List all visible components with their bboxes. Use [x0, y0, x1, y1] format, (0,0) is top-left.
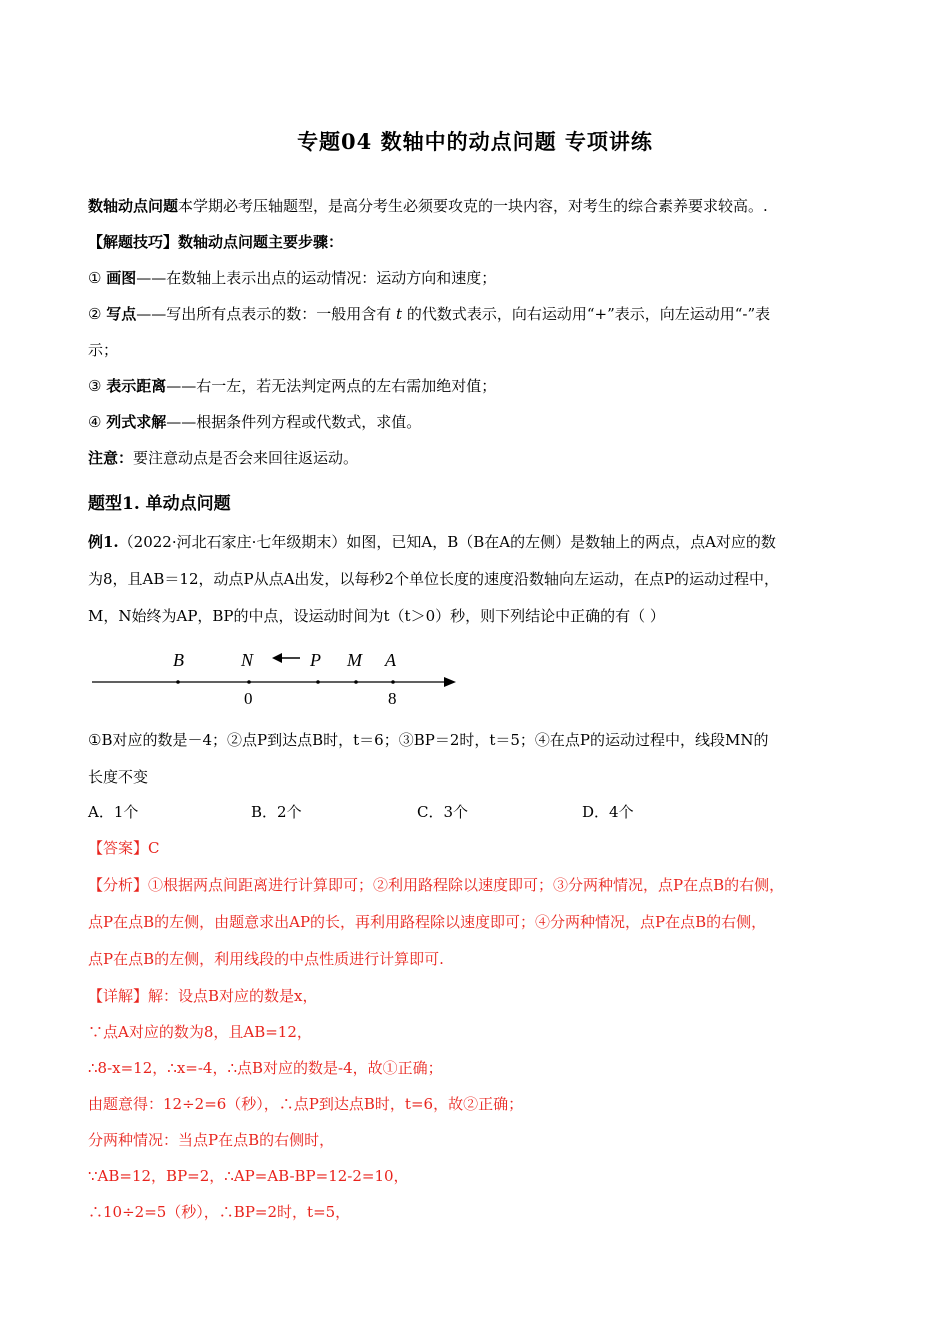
detail-line-2: ∵点A对应的数为8，且AB=12， — [88, 1023, 312, 1041]
step-label: 列式求解 — [106, 413, 167, 431]
example-line-1 — [88, 532, 868, 552]
analysis-line-1: 【分析】①根据两点间距离进行计算即可；②利用路程除以速度即可；③分两种情况，点P在点B的右侧， — [88, 876, 785, 894]
axis-arrow-icon — [444, 677, 456, 687]
step-number: ③ — [88, 377, 102, 395]
move-left-arrow-icon — [272, 653, 282, 663]
analysis-line-3: 点P在点B的左侧，利用线段的中点性质进行计算即可. — [88, 950, 444, 968]
page-title: 专题04 数轴中的动点问题 专项讲练 — [297, 129, 653, 154]
point-p-label: P — [310, 650, 321, 670]
step-text: ——根据条件列方程或代数式，求值。 — [166, 413, 422, 431]
note-label: 注意： — [88, 449, 134, 467]
option-a: A．1个 — [88, 803, 139, 821]
step-text: ——在数轴上表示出点的运动情况：运动方向和速度； — [136, 269, 497, 287]
option-c: C．3个 — [417, 803, 469, 821]
step-text: ——写出所有点表示的数：一般用含有 — [136, 305, 392, 323]
option-d: D．4个 — [582, 803, 634, 821]
detail-line-7: ∴10÷2=5（秒），∴BP=2时，t=5， — [88, 1203, 351, 1221]
intro-lead: 数轴动点问题 — [88, 197, 179, 215]
example-line-3: M，N始终为AP，BP的中点，设运动时间为t（t＞0）秒，则下列结论中正确的有（ ） — [88, 607, 665, 625]
intro-text: 本学期必考压轴题型，是高分考生必须要攻克的一块内容，对考生的综合素养要求较高。. — [178, 197, 768, 215]
option-b: B．2个 — [251, 803, 302, 821]
step-4 — [88, 412, 868, 432]
step-2-wrap: 示； — [88, 341, 119, 359]
step-label: 画图 — [106, 269, 137, 287]
tips-heading: 【解题技巧】数轴动点问题主要步骤： — [88, 233, 344, 251]
point-a-dot — [391, 680, 395, 684]
tick-label-0: 0 — [244, 689, 253, 708]
point-a-label: A — [385, 650, 396, 670]
step-text: 的代数式表示，向右运动用“+”表示，向左运动用“-”表 — [406, 305, 771, 323]
step-number: ④ — [88, 413, 102, 431]
point-m-dot — [354, 680, 358, 684]
statements-line-2: 长度不变 — [88, 768, 149, 786]
step-3 — [88, 376, 868, 396]
detail-line-6: ∵AB=12，BP=2，∴AP=AB-BP=12-2=10， — [88, 1167, 409, 1185]
step-label: 写点 — [106, 305, 137, 323]
detail-line-3: ∴8-x=12，∴x=-4，∴点B对应的数是-4，故①正确； — [88, 1059, 443, 1077]
point-b-dot — [176, 680, 180, 684]
note — [88, 448, 868, 468]
number-line-figure — [88, 644, 468, 710]
options-row — [88, 802, 868, 822]
intro-paragraph — [88, 196, 868, 216]
detail-line-1: 【详解】解：设点B对应的数是x， — [88, 987, 318, 1005]
step-1 — [88, 268, 868, 288]
detail-line-5: 分两种情况：当点P在点B的右侧时， — [88, 1131, 335, 1149]
section-heading: 题型1. 单动点问题 — [88, 494, 231, 514]
step-2 — [88, 304, 868, 324]
tick-label-8: 8 — [388, 689, 397, 708]
detail-line-4: 由题意得：12÷2=6（秒），∴点P到达点B时，t=6，故②正确； — [88, 1095, 524, 1113]
analysis-line-2: 点P在点B的左侧，由题意求出AP的长，再利用路程除以速度即可；④分两种情况，点P在点B的右侧， — [88, 913, 767, 931]
step-label: 表示距离 — [106, 377, 167, 395]
step-number: ② — [88, 305, 102, 323]
step-number: ① — [88, 269, 102, 287]
answer-line: 【答案】C — [88, 839, 160, 857]
note-text: 要注意动点是否会来回往返运动。 — [133, 449, 359, 467]
example-line-2: 为8，且AB＝12，动点P从点A出发，以每秒2个单位长度的速度沿数轴向左运动，在点P的运动过程中， — [88, 570, 780, 588]
point-n-dot — [247, 680, 251, 684]
step-text: ——右一左，若无法判定两点的左右需加绝对值； — [166, 377, 497, 395]
example-text: （2022·河北石家庄·七年级期末）如图，已知A，B（B在A的左侧）是数轴上的两点，点A对应的数 — [118, 533, 776, 551]
step-variable: t — [396, 305, 403, 323]
point-p-dot — [316, 680, 320, 684]
point-b-label: B — [173, 650, 184, 670]
example-label: 例1. — [88, 533, 119, 551]
point-m-label: M — [347, 650, 362, 670]
statements-line-1: ①B对应的数是－4；②点P到达点B时，t＝6；③BP＝2时，t＝5；④在点P的运动过程中，线段MN的 — [88, 731, 769, 749]
point-n-label: N — [241, 650, 254, 670]
